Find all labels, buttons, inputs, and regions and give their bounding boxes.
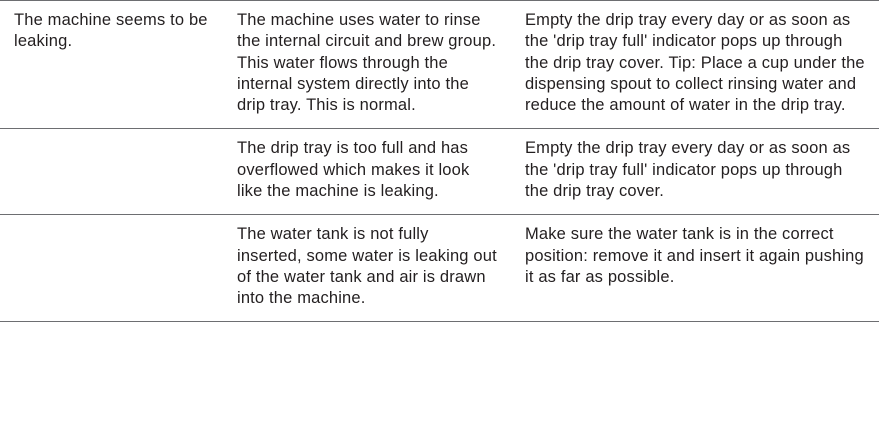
table-cell-cause xyxy=(228,215,516,322)
table-cell-problem xyxy=(0,215,228,322)
table-cell-solution xyxy=(516,1,879,129)
table-row xyxy=(0,215,879,322)
table-row xyxy=(0,1,879,129)
cause-text: The water tank is not fully inserted, some water is leaking out of the water tank and air is drawn into the machine. xyxy=(237,225,497,308)
problem-text xyxy=(14,224,222,225)
table-body xyxy=(0,1,879,322)
cause-text: The drip tray is too full and has overflowed which makes it look like the machine is leaking. xyxy=(237,139,470,200)
problem-text xyxy=(14,138,222,139)
table-cell-problem xyxy=(0,129,228,215)
problem-text: The machine seems to be leaking. xyxy=(14,11,208,51)
table-cell-cause xyxy=(228,1,516,129)
cause-text: The machine uses water to rinse the internal circuit and brew group. This water flows through the internal system directly into the drip tray. This is normal. xyxy=(237,11,497,115)
table-cell-solution xyxy=(516,215,879,322)
solution-text: Empty the drip tray every day or as soon as the 'drip tray full' indicator pops up through the drip tray cover. xyxy=(525,139,851,200)
solution-text: Empty the drip tray every day or as soon as the 'drip tray full' indicator pops up through the drip tray cover. Tip: Place a cup under the dispensing spout to collect rinsing water and reduce the amount of water in the drip tray. xyxy=(525,11,865,115)
table-cell-problem xyxy=(0,1,228,129)
table-cell-cause xyxy=(228,129,516,215)
solution-text: Make sure the water tank is in the correct position: remove it and insert it again pushing it as far as possible. xyxy=(525,225,864,286)
table-cell-solution xyxy=(516,129,879,215)
table-row xyxy=(0,129,879,215)
